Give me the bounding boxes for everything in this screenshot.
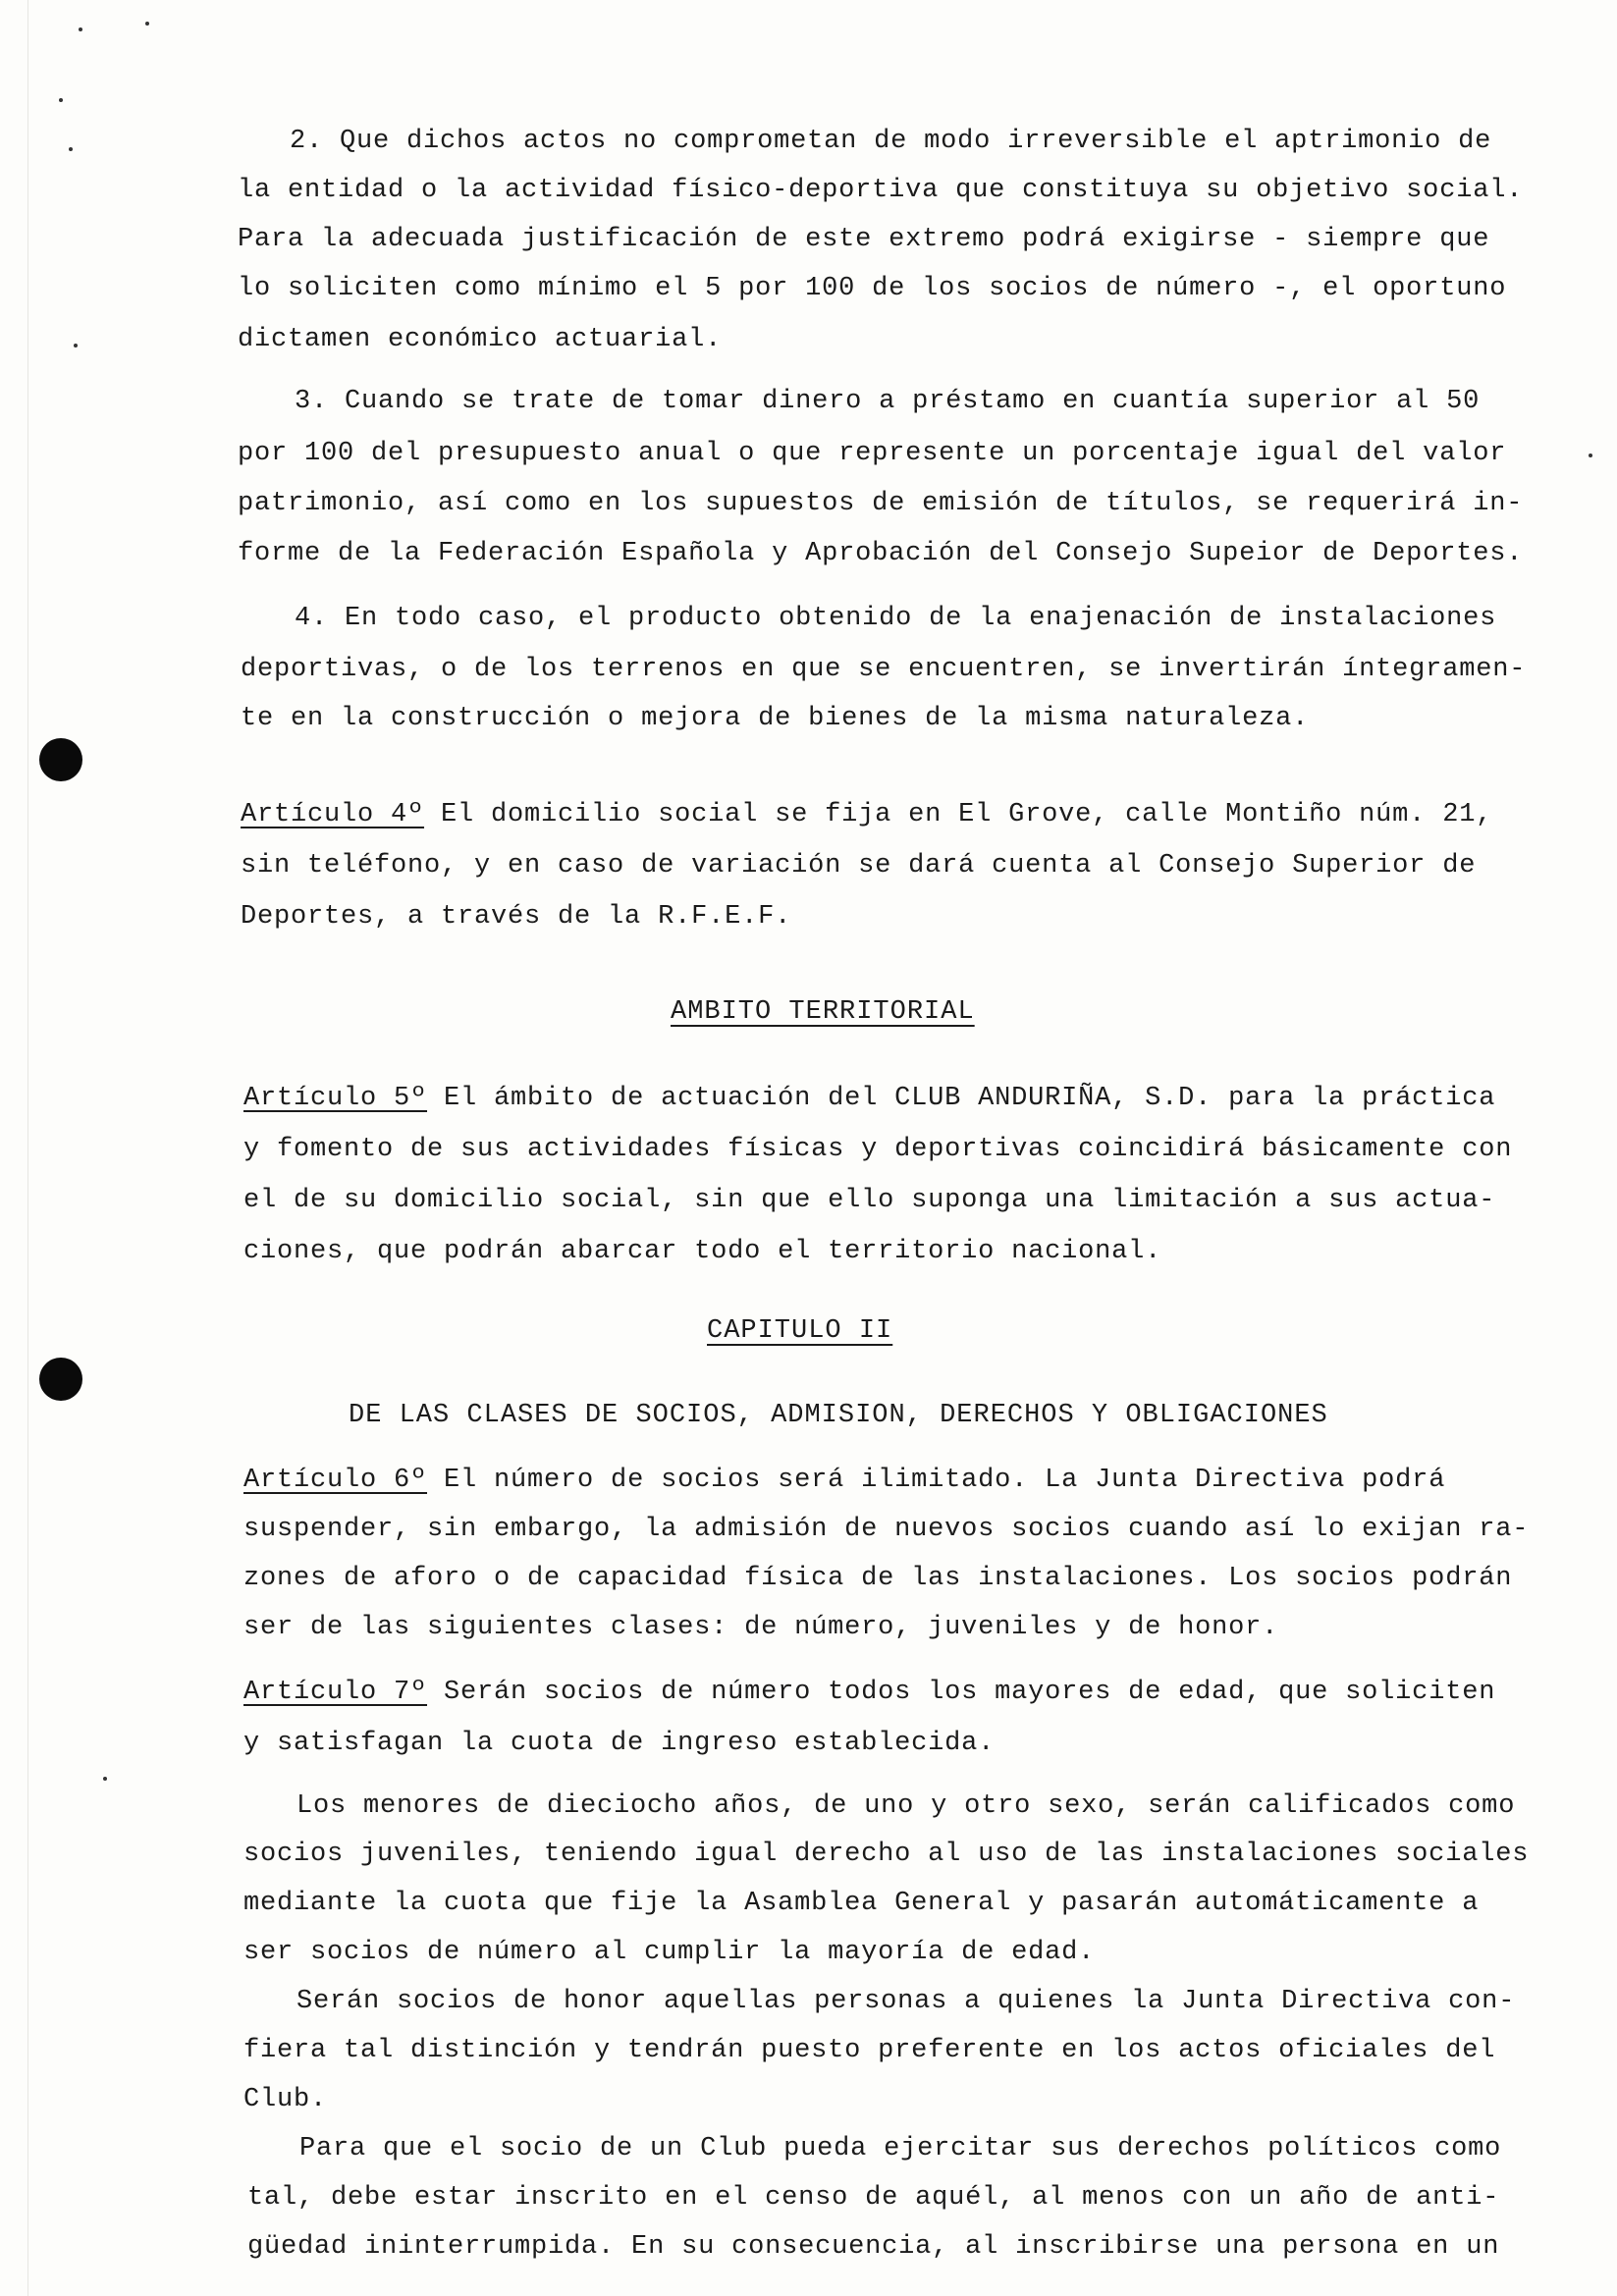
article-7-label: Artículo 7º xyxy=(243,1678,428,1707)
text-line: Deportes, a través de la R.F.E.F. xyxy=(241,902,792,932)
dust-speck xyxy=(1589,454,1592,457)
heading-capitulo: CAPITULO II xyxy=(707,1316,893,1346)
text-line: fiera tal distinción y tendrán puesto preferente en los actos oficiales del xyxy=(243,2036,1496,2065)
text-line: lo soliciten como mínimo el 5 por 100 de los socios de número -, el oportuno xyxy=(238,274,1507,303)
text-line: mediante la cuota que fije la Asamblea General y pasarán automáticamente a xyxy=(243,1889,1480,1918)
text-line: Para la adecuada justificación de este extremo podrá exigirse - siempre que xyxy=(238,225,1490,254)
text-line: y satisfagan la cuota de ingreso establecida. xyxy=(243,1729,996,1758)
article-7-first-line xyxy=(243,1677,1495,1708)
dust-speck xyxy=(74,344,78,347)
text-line: 2. Que dichos actos no comprometan de modo irreversible el aptrimonio de xyxy=(290,127,1492,156)
dust-speck xyxy=(69,147,73,151)
dust-speck xyxy=(145,22,149,26)
text-line: y fomento de sus actividades físicas y deportivas coincidirá básicamente con xyxy=(243,1135,1513,1164)
text-line: tal, debe estar inscrito en el censo de aquél, al menos con un año de anti- xyxy=(247,2183,1500,2213)
text-line: suspender, sin embargo, la admisión de nuevos socios cuando así lo exijan ra- xyxy=(243,1515,1530,1544)
heading-ambito-territorial: AMBITO TERRITORIAL xyxy=(671,997,975,1027)
text-line: forme de la Federación Española y Aprobación del Consejo Supeior de Deportes. xyxy=(238,539,1524,568)
text-line: Club. xyxy=(243,2085,328,2114)
text-line: socios juveniles, teniendo igual derecho al uso de las instalaciones sociales xyxy=(243,1840,1530,1869)
text-line: la entidad o la actividad físico-deportiva que constituya su objetivo social. xyxy=(238,176,1524,205)
text-line: ser socios de número al cumplir la mayoría de edad. xyxy=(243,1938,1096,1967)
text-line: patrimonio, así como en los supuestos de emisión de títulos, se requerirá in- xyxy=(238,489,1524,518)
text-line: dictamen económico actuarial. xyxy=(238,325,723,354)
dust-speck xyxy=(103,1777,107,1781)
article-5-first-line xyxy=(243,1083,1495,1114)
text-line: Los menores de dieciocho años, de uno y otro sexo, serán calificados como xyxy=(296,1791,1516,1821)
text-line: te en la construcción o mejora de bienes de la misma naturaleza. xyxy=(241,704,1310,733)
dust-speck xyxy=(59,98,63,102)
text-line: el de su domicilio social, sin que ello suponga una limitación a sus actua- xyxy=(243,1186,1496,1215)
text-line: sin teléfono, y en caso de variación se dará cuenta al Consejo Superior de xyxy=(241,851,1477,881)
dust-speck xyxy=(79,27,82,31)
article-6-label: Artículo 6º xyxy=(243,1466,428,1495)
text-line: ser de las siguientes clases: de número, juveniles y de honor. xyxy=(243,1613,1279,1642)
punch-hole-top xyxy=(39,738,82,781)
article-4-first-line xyxy=(241,799,1492,830)
page-edge-shadow xyxy=(27,0,28,2296)
article-6-first-line xyxy=(243,1465,1445,1496)
text-line: deportivas, o de los terrenos en que se encuentren, se invertirán íntegramen- xyxy=(241,655,1527,684)
heading-clases-socios: DE LAS CLASES DE SOCIOS, ADMISION, DERECHOS Y OBLIGACIONES xyxy=(349,1401,1328,1430)
text-line: por 100 del presupuesto anual o que represente un porcentaje igual del valor xyxy=(238,439,1507,468)
text-line: Para que el socio de un Club pueda ejercitar sus derechos políticos como xyxy=(299,2134,1502,2163)
article-4-text: El domicilio social se fija en El Grove, calle Montiño núm. 21, xyxy=(424,800,1493,829)
article-5-label: Artículo 5º xyxy=(243,1084,428,1113)
text-line: 3. Cuando se trate de tomar dinero a préstamo en cuantía superior al 50 xyxy=(295,387,1481,416)
article-4-label: Artículo 4º xyxy=(241,800,425,829)
text-line: 4. En todo caso, el producto obtenido de la enajenación de instalaciones xyxy=(295,604,1497,633)
text-line: zones de aforo o de capacidad física de las instalaciones. Los socios podrán xyxy=(243,1564,1513,1593)
article-6-text: El número de socios será ilimitado. La Junta Directiva podrá xyxy=(427,1466,1446,1495)
article-7-text: Serán socios de número todos los mayores de edad, que soliciten xyxy=(427,1678,1496,1707)
punch-hole-bottom xyxy=(39,1358,82,1401)
article-5-text: El ámbito de actuación del CLUB ANDURIÑA, S.D. para la práctica xyxy=(427,1084,1496,1113)
text-line: Serán socios de honor aquellas personas a quienes la Junta Directiva con- xyxy=(296,1987,1516,2016)
text-line: güedad ininterrumpida. En su consecuencia, al inscribirse una persona en un xyxy=(247,2232,1500,2262)
text-line: ciones, que podrán abarcar todo el territorio nacional. xyxy=(243,1237,1162,1266)
